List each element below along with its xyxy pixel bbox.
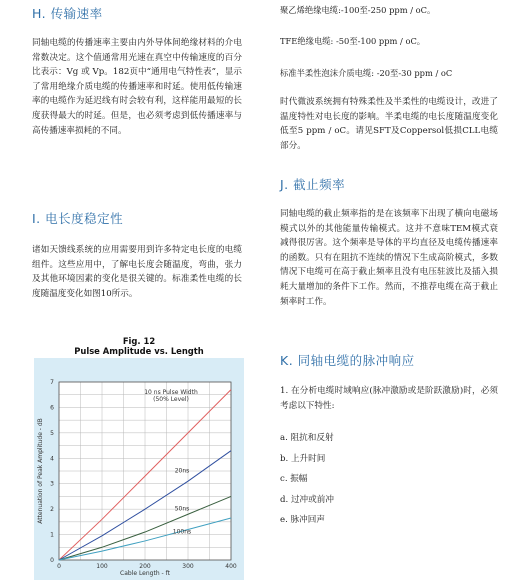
spec-line-polyethylene: 聚乙烯绝缘电缆:-100至-250 ppm / oC。: [280, 5, 436, 15]
y-tick-label: 1: [50, 531, 54, 539]
section-h-body: 同轴电缆的传播速率主要由内外导体间绝缘材料的介电常数决定。这个值通常用光速在真空中传输速度的百分比表示：Vg 或 Vp。182页中“通用电气特性表”，显示了常用绝缘介质电缆的传播速率和时延。使用低传输速率的电缆作为延迟线有时会较有利，这样能用最短的长度获得最大的时延。但是，也必须考虑到低传播速率与高传播速率损耗的不同。: [32, 38, 242, 136]
figure-number: Fig. 12: [122, 336, 156, 346]
section-k-heading: K. 同轴电缆的脉冲响应: [280, 353, 415, 368]
x-tick-label: 100: [96, 563, 108, 570]
temperature-paragraph: 时代微波系统拥有特殊柔性及半柔性的电缆设计，改进了温度特性对电长度的影响。半柔电缆的电长度随温度变化低至5 ppm / oC。请见SFT及Coppersol低损CLL电缆部分。: [280, 97, 498, 151]
figure-12: [34, 336, 244, 356]
y-tick-label: 7: [50, 379, 54, 386]
y-tick-label: 4: [50, 455, 54, 463]
y-tick-label: 0: [50, 557, 54, 564]
pulse-response-list: [280, 432, 498, 535]
x-tick-label: 0: [57, 563, 61, 570]
y-tick-label: 6: [50, 404, 54, 412]
series-label-20ns: 20ns: [174, 467, 190, 475]
series-label-100ns: 100ns: [172, 528, 192, 536]
list-item: e. 脉冲回声: [280, 515, 325, 525]
figure-title: Pulse Amplitude vs. Length: [74, 346, 204, 356]
section-k-intro: 1. 在分析电缆时域响应(脉冲激励或是阶跃激励)时，必须考虑以下特性:: [280, 386, 498, 411]
spec-line-foam: 标准半柔性泡沫介质电缆: -20至-30 ppm / oC: [280, 68, 453, 78]
section-i-heading: I. 电长度稳定性: [32, 211, 124, 226]
x-axis-label: Cable Length - ft: [120, 570, 170, 577]
y-tick-label: 2: [50, 506, 54, 514]
section-h-heading: H. 传输速率: [32, 6, 103, 21]
list-item: a. 阻抗和反射: [280, 433, 334, 443]
y-tick-label: 5: [50, 429, 54, 437]
legend-line-1: 10 ns Pulse Width: [144, 389, 198, 396]
list-item: d. 过冲或前冲: [280, 494, 334, 505]
x-tick-label: 300: [182, 563, 194, 570]
section-j-heading: J. 截止频率: [280, 177, 346, 192]
spec-line-tfe: TFE绝缘电缆: -50至-100 ppm / oC。: [280, 36, 426, 46]
legend-line-2: (50% Level): [153, 396, 189, 403]
list-item: b. 上升时间: [280, 453, 326, 464]
x-tick-label: 200: [139, 563, 151, 570]
section-j-body: 同轴电缆的截止频率指的是在该频率下出现了横向电磁场模式以外的其他能量传输模式。这并不意味TEM模式衰减得很厉害。这个频率是导体的平均直径及电缆传播速率的函数。只有在阻抗不连续的情况下生成高阶模式，多数情况下电缆可在高于截止频率且没有电压驻波比及插入损耗大量增加的条件下工作。然而，不推荐电缆在高于截止频率时工作。: [280, 209, 498, 307]
x-tick-label: 400: [225, 563, 237, 570]
section-i-body: 诸如天馈线系统的应用需要用到许多特定电长度的电缆组件。这些应用中，了解电长度会随温度，弯曲，张力及其他环境因素的变化是很关键的。标准柔性电缆的长度随温度变化如图10所示。: [32, 245, 242, 299]
y-tick-label: 3: [50, 480, 54, 488]
series-label-50ns: 50ns: [174, 505, 190, 513]
pulse-amplitude-chart: [34, 358, 244, 580]
list-item: c. 振幅: [280, 474, 308, 484]
y-axis-label: Attenuation of Peak Amplitude - dB: [37, 418, 44, 524]
